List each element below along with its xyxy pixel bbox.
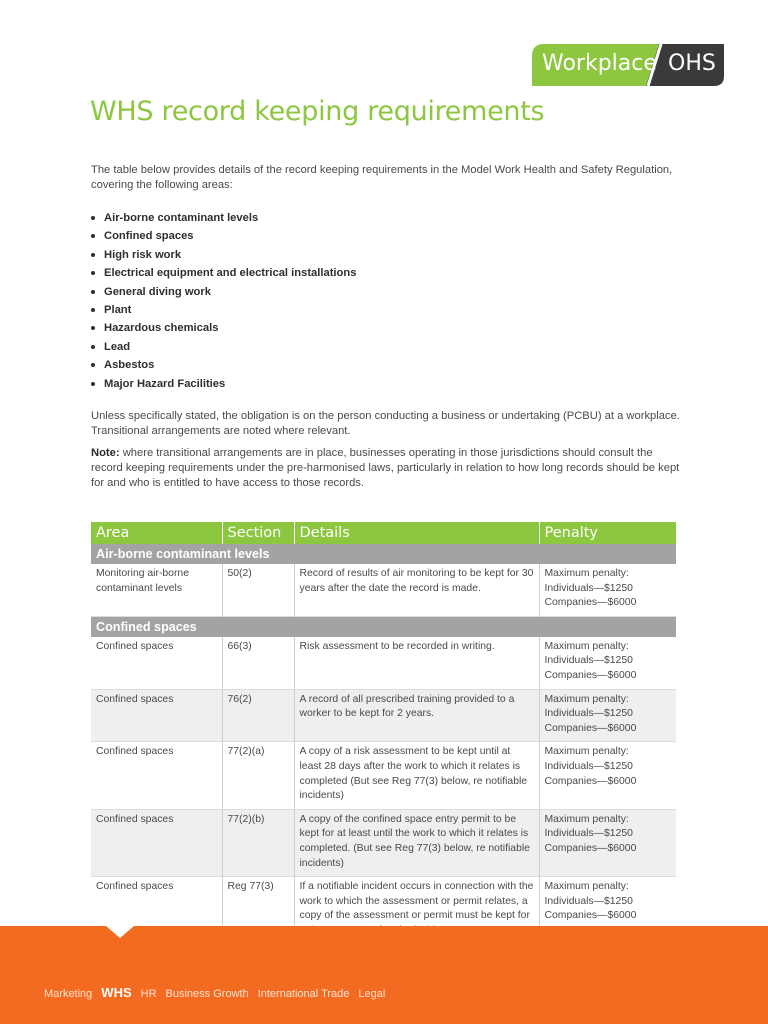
penalty-line: Maximum penalty: <box>544 640 629 652</box>
penalty-line: Maximum penalty: <box>544 693 629 705</box>
list-item: High risk work <box>91 246 356 264</box>
cell-details: A record of all prescribed training provided to a worker to be kept for 2 years. <box>294 689 539 742</box>
cell-details: Record of results of air monitoring to be kept for 30 years after the date the record is made. <box>294 564 539 616</box>
header-details: Details <box>294 522 539 544</box>
cell-details: A copy of the confined space entry permit to be kept for at least until the work to which it relates is completed. (But see Reg 77(3) below, re notifiable incidents) <box>294 809 539 876</box>
note-text: where transitional arrangements are in place, businesses operating in those jurisdictions should consult the record keeping requirements under the pre-harmonised laws, particularly in relation to how long records should be kept for and who is entitled to have access to those records. <box>91 447 680 489</box>
areas-list <box>91 209 356 393</box>
cell-section: Reg 77(3) <box>222 877 294 944</box>
footer-link-hr[interactable]: HR <box>140 988 157 1000</box>
list-item: Major Hazard Facilities <box>91 375 356 393</box>
header-penalty: Penalty <box>539 522 676 544</box>
penalty-line: Maximum penalty: <box>544 568 629 579</box>
cell-section: 50(2) <box>222 564 294 616</box>
footer-link-whs[interactable]: WHS <box>101 985 132 1000</box>
logo-text-ohs: OHS <box>668 51 716 76</box>
note-paragraph <box>91 446 681 491</box>
list-item: Air-borne contaminant levels <box>91 209 356 227</box>
cell-details: If a notifiable incident occurs in connection with the work to which the assessment or permit relates, a copy of the assessment or permit must be kept for <box>294 877 539 944</box>
cell-details: Risk assessment to be recorded in writing. <box>294 637 539 689</box>
penalty-line: Companies—$6000 <box>544 842 637 854</box>
list-item: Asbestos <box>91 356 356 374</box>
penalty-line: Individuals—$1250 <box>544 655 633 667</box>
footer-link-marketing[interactable]: Marketing <box>44 988 93 1000</box>
table-row <box>91 637 676 689</box>
penalty-line: Maximum penalty: <box>544 746 629 758</box>
penalty-line: Companies—$6000 <box>544 775 637 787</box>
cell-section: 77(2)(b) <box>222 809 294 876</box>
cell-area: Confined spaces <box>91 742 222 809</box>
list-item: Lead <box>91 338 356 356</box>
table-header-row <box>91 522 676 544</box>
cell-penalty <box>539 564 676 616</box>
section-title: Confined spaces <box>91 616 676 637</box>
penalty-line: Individuals—$1250 <box>544 760 633 772</box>
penalty-line: Companies—$6000 <box>544 669 637 681</box>
section-row-confined <box>91 616 676 637</box>
record-keeping-table <box>91 522 676 944</box>
obligation-paragraph: Unless specifically stated, the obligation is on the person conducting a business or undertaking (PCBU) at a workplace. Transitional arrangements are noted where relevant. <box>91 410 680 437</box>
penalty-line: Companies—$6000 <box>544 722 637 734</box>
cell-area: Confined spaces <box>91 809 222 876</box>
table-row <box>91 564 676 616</box>
table-row <box>91 742 676 809</box>
page-title: WHS record keeping requirements <box>90 96 545 127</box>
footer-link-international-trade[interactable]: International Trade <box>257 988 350 1000</box>
penalty-line: Individuals—$1250 <box>544 582 633 594</box>
table-row <box>91 689 676 742</box>
cell-area: Confined spaces <box>91 637 222 689</box>
list-item: Plant <box>91 301 356 319</box>
header-section: Section <box>222 522 294 544</box>
penalty-line: Individuals—$1250 <box>544 708 633 720</box>
cell-penalty <box>539 809 676 876</box>
footer-link-business-growth[interactable]: Business Growth <box>165 988 249 1000</box>
cell-area: Monitoring air-borne contaminant levels <box>91 564 222 616</box>
header-area: Area <box>91 522 222 544</box>
section-row-airborne <box>91 544 676 564</box>
cell-area: Confined spaces <box>91 689 222 742</box>
footer-nav <box>44 985 385 1000</box>
cell-section: 77(2)(a) <box>222 742 294 809</box>
list-item: Confined spaces <box>91 227 356 245</box>
penalty-line: Individuals—$1250 <box>544 828 633 840</box>
footer-link-legal[interactable]: Legal <box>358 988 386 1000</box>
penalty-line: Companies—$6000 <box>544 597 637 609</box>
logo-text-workplace: Workplace <box>542 51 657 76</box>
cell-section: 66(3) <box>222 637 294 689</box>
penalty-line: Companies—$6000 <box>544 910 637 922</box>
note-label: Note: <box>91 447 120 459</box>
list-item: General diving work <box>91 283 356 301</box>
section-title: Air-borne contaminant levels <box>91 544 676 564</box>
table-row <box>91 809 676 876</box>
list-item: Hazardous chemicals <box>91 319 356 337</box>
penalty-line: Individuals—$1250 <box>544 895 633 907</box>
cell-details: A copy of a risk assessment to be kept until at least 28 days after the work to which it relates is completed (But see Reg 77(3) below, re notifiable incidents) <box>294 742 539 809</box>
penalty-line: Maximum penalty: <box>544 881 629 893</box>
cell-penalty <box>539 637 676 689</box>
list-item: Electrical equipment and electrical installations <box>91 264 356 282</box>
cell-penalty <box>539 742 676 809</box>
cell-area: Confined spaces <box>91 877 222 944</box>
footer-bar <box>0 926 768 1024</box>
cell-section: 76(2) <box>222 689 294 742</box>
workplace-ohs-logo <box>532 44 724 86</box>
footer-active-indicator <box>106 926 134 938</box>
intro-paragraph: The table below provides details of the record keeping requirements in the Model Work Health and Safety Regulation, covering the following areas: <box>91 164 673 191</box>
penalty-line: Maximum penalty: <box>544 813 629 825</box>
cell-penalty <box>539 689 676 742</box>
